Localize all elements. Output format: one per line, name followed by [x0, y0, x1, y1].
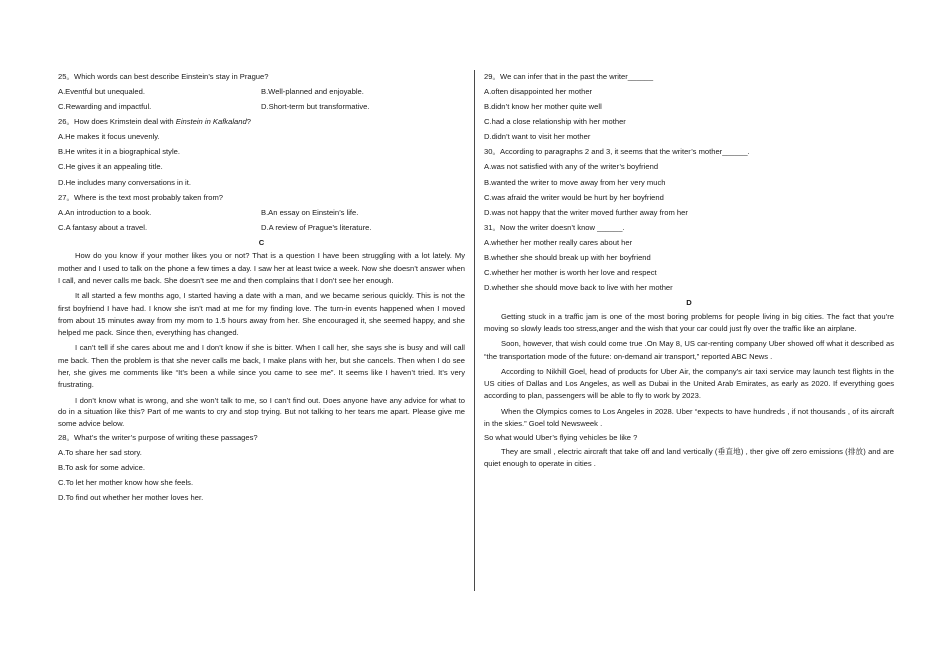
passage-d-paragraph: Getting stuck in a traffic jam is one of the most boring problems for people living in big cities. The fact that you’re moving so slowly leads too stress,anger and the wish that your car could just fly over the traffic like an airplane. — [484, 311, 894, 333]
q27-option-a: A.An introduction to a book. — [58, 207, 152, 217]
passage-d-paragraph: According to Nikhill Goel, head of products for Uber Air, the company's air taxi service may launch test flights in the US cities of Dallas and Los Angeles, as well as Dubai in the United Arab Emirates, as early as 2020. If everything goes according to plan, passengers will be able to fly to work by 2023. — [484, 366, 894, 401]
passage-c-paragraph: It all started a few months ago, I started having a date with a man, and we became serious quickly. This is not the first boyfriend I have had. I know she isn’t mad at me for my finding love. The turn-in events happened when I moved from about 15 minutes away from my mom to 1.5 hours away from her. She encouraged it, she seemed happy, and she helped me pack. Since then, everything has changed. — [58, 291, 465, 338]
q26-option-a: A.He makes it focus unevenly. — [58, 132, 160, 142]
q30-option-a: A.was not satisfied with any of the writer’s boyfriend — [484, 162, 659, 172]
question-30-stem: 30。According to paragraphs 2 and 3, it seems that the writer’s mother______. — [484, 147, 750, 157]
question-25-options-row-2 — [58, 102, 465, 111]
q29-option-a: A.often disappointed her mother — [484, 87, 593, 97]
q26-option-b: B.He writes it in a biographical style. — [58, 147, 180, 157]
question-28-stem: 28。What’s the writer’s purpose of writing these passages? — [58, 432, 258, 442]
right-column — [484, 72, 894, 473]
question-27-options-row-2 — [58, 223, 465, 232]
q28-option-a: A.To share her sad story. — [58, 447, 142, 457]
question-27-options-row-1 — [58, 208, 465, 217]
q27-option-d: D.A review of Prague’s literature. — [261, 222, 372, 232]
q30-option-c: C.was afraid the writer would be hurt by her boyfriend — [484, 192, 664, 202]
q25-option-d: D.Short-term but transformative. — [261, 102, 370, 112]
q27-option-c: C.A fantasy about a travel. — [58, 222, 148, 232]
q31-option-b: B.whether she should break up with her boyfriend — [484, 252, 651, 262]
q26-option-d: D.He includes many conversations in it. — [58, 177, 191, 187]
section-c-heading: C — [258, 237, 265, 247]
question-25-options-row-1 — [58, 87, 465, 96]
passage-d-paragraph: They are small , electric aircraft that take off and land vertically (垂直地) , ther give off zero emissions (排放) and are quiet enough to operate in cities . — [484, 446, 894, 469]
q29-option-d: D.didn’t want to visit her mother — [484, 132, 591, 142]
question-25-stem: 25。Which words can best describe Einstein’s stay in Prague? — [58, 72, 269, 81]
passage-d-question-line: So what would Uber’s flying vehicles be like ? — [484, 433, 638, 443]
q31-option-c: C.whether her mother is worth her love and respect — [484, 268, 657, 278]
passage-c-paragraph: I don’t know what is wrong, and she won’t talk to me, so I can’t find out. Does anyone have any advice for what to do in a situation like this? Part of me wants to cry and stop trying. But not talking to her tears me apart. Please give me some advice below. — [58, 395, 465, 429]
q27-option-b: B.An essay on Einstein’s life. — [261, 207, 359, 217]
left-column — [58, 72, 465, 508]
q31-option-a: A.whether her mother really cares about her — [484, 237, 633, 247]
question-26-stem — [58, 117, 465, 126]
q28-option-b: B.To ask for some advice. — [58, 463, 145, 473]
q29-option-b: B.didn’t know her mother quite well — [484, 102, 602, 112]
q25-option-b: B.Well-planned and enjoyable. — [261, 87, 364, 97]
q28-option-c: C.To let her mother know how she feels. — [58, 478, 194, 488]
q30-option-d: D.was not happy that the writer moved further away from her — [484, 207, 688, 217]
q26-stem-prefix: 26。How does Krimstein deal with — [58, 117, 176, 127]
passage-c-paragraph: I can’t tell if she cares about me and I don’t know if she is bitter. When I call her, she says she is busy and will call me back. Then the problem is that she never calls me back, I make plans with her, but she cancels. Then when I do see her, she gives me comments like “It’s been a while since you came to see me”. It seems like I haven’t tried. It’s very frustrating. — [58, 343, 465, 390]
section-d-heading: D — [686, 298, 692, 308]
q29-option-c: C.had a close relationship with her mother — [484, 117, 626, 127]
passage-d-paragraph: Soon, however, that wish could come true .On May 8, US car-renting company Uber showed off what it described as “the transportation mode of the future: on-demand air transport,” reported ABC News . — [484, 339, 894, 361]
q26-option-c: C.He gives it an appealing title. — [58, 162, 163, 172]
q28-option-d: D.To find out whether her mother loves her. — [58, 493, 204, 503]
column-divider — [474, 70, 475, 591]
question-29-stem: 29。We can infer that in the past the writer______ — [484, 72, 654, 81]
passage-d-paragraph: When the Olympics comes to Los Angeles in 2028. Uber “expects to have hundreds , if not thousands , of its aircraft in the skies.” Goel told Newsweek . — [484, 406, 894, 429]
q26-book-title: Einstein in Kafkaland — [175, 117, 247, 127]
q25-option-c: C.Rewarding and impactful. — [58, 102, 152, 112]
question-27-stem: 27。Where is the text most probably taken from? — [58, 192, 224, 202]
passage-c-paragraph: How do you know if your mother likes you or not? That is a question I have been struggling with a lot lately. My mother and I used to talk on the phone a few times a day. I saw her at least twice a week. Now she doesn’t answer when I call, and never calls me back. She doesn’t see me and then complains that I don’t see her enough. — [58, 251, 465, 285]
q26-stem-suffix: ? — [246, 117, 251, 127]
q25-option-a: A.Eventful but unequaled. — [58, 87, 145, 97]
q30-option-b: B.wanted the writer to move away from her very much — [484, 177, 666, 187]
question-31-stem: 31。Now the writer doesn’t know ______. — [484, 222, 625, 232]
q31-option-d: D.whether she should move back to live with her mother — [484, 283, 673, 293]
